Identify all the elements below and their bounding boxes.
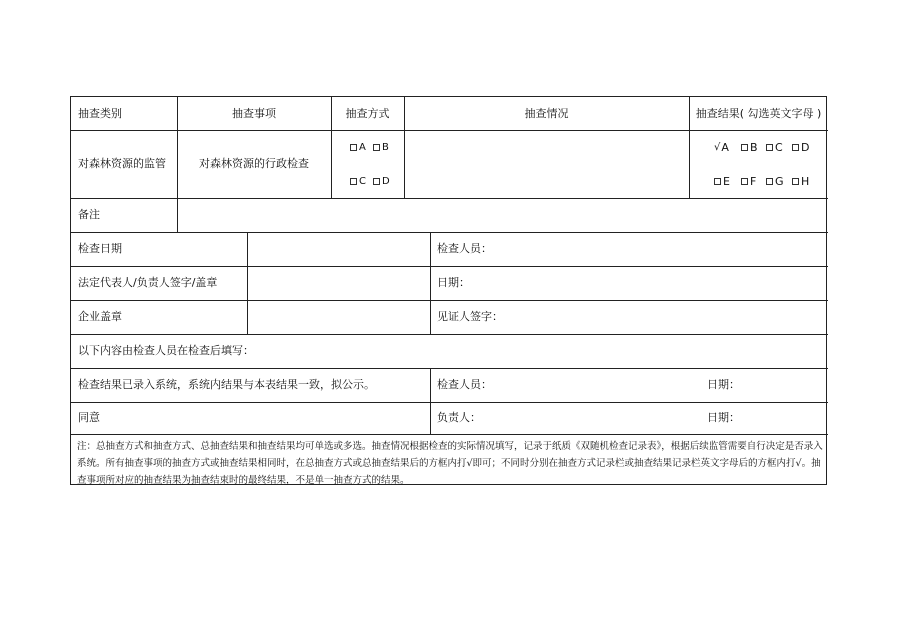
header-item: 抽查事项 — [232, 106, 276, 120]
checkbox-icon[interactable] — [766, 144, 773, 151]
result-option-b[interactable]: B — [741, 141, 758, 154]
checkbox-icon[interactable] — [373, 144, 380, 151]
form-note: 注：总抽查方式和抽查方式、总抽查结果和抽查结果均可单选或多选。抽查情况根据检查的实际情况填写，记录于纸质《双随机检查记录表》，根据后续监管需要自行决定是否录入系统。所有抽查事项的抽查方式或抽查结果相同时，在总抽查方式或总抽查结果后的方框内打√即可；不同时分别在抽查方式记录栏或抽查结果记录栏英文字母后的方框内打√。抽查事项所对应的抽查结果为抽查结束时的最终结果，不是单一抽查方式的结果。 — [77, 441, 823, 486]
result-option-d[interactable]: D — [792, 141, 809, 154]
item-value: 对森林资源的行政检查 — [199, 157, 309, 171]
check-date-label: 检查日期 — [78, 242, 122, 256]
responsible-sign-field[interactable]: 负责人： — [437, 411, 481, 425]
header-result: 抽查结果( 勾选英文字母 ) — [695, 106, 822, 120]
checkbox-icon[interactable] — [792, 178, 799, 185]
company-seal-field[interactable] — [247, 300, 430, 334]
checkmark-icon: √ — [714, 142, 721, 153]
result-option-h[interactable]: H — [792, 175, 809, 188]
checkbox-icon[interactable] — [350, 178, 357, 185]
result-option-g[interactable]: G — [766, 175, 784, 188]
header-category: 抽查类别 — [78, 106, 122, 120]
category-value: 对森林资源的监管 — [78, 157, 166, 171]
inspector-date-field[interactable]: 日期： — [707, 378, 740, 392]
checkbox-icon[interactable] — [741, 144, 748, 151]
remark-label: 备注 — [78, 208, 100, 222]
date-field[interactable]: 日期： — [437, 276, 470, 290]
legal-rep-signature-field[interactable] — [247, 266, 430, 300]
responsible-date-field[interactable]: 日期： — [707, 411, 740, 425]
agree-label: 同意 — [78, 411, 100, 425]
legal-rep-label: 法定代表人/负责人签字/盖章 — [78, 276, 218, 290]
method-option-b[interactable]: B — [373, 142, 389, 153]
method-option-a[interactable]: A — [350, 142, 366, 153]
inspector-field[interactable]: 检查人员： — [437, 242, 492, 256]
result-option-e[interactable]: E — [714, 175, 730, 188]
method-option-d[interactable]: D — [373, 176, 390, 187]
checkbox-icon[interactable] — [741, 178, 748, 185]
row-divider — [71, 434, 828, 435]
checkbox-icon[interactable] — [714, 178, 721, 185]
inspection-form-table — [70, 96, 827, 485]
result-entered-statement: 检查结果已录入系统，系统内结果与本表结果一致，拟公示。 — [78, 378, 375, 392]
checkbox-icon[interactable] — [373, 178, 380, 185]
checkbox-icon[interactable] — [792, 144, 799, 151]
method-option-c[interactable]: C — [350, 176, 366, 187]
result-option-a[interactable]: √ A — [714, 141, 729, 154]
checkbox-icon[interactable] — [766, 178, 773, 185]
header-situation: 抽查情况 — [524, 106, 569, 120]
company-seal-label: 企业盖章 — [78, 310, 122, 324]
check-date-field[interactable] — [247, 232, 430, 266]
header-method: 抽查方式 — [345, 106, 390, 120]
witness-signature-field[interactable]: 见证人签字： — [437, 310, 503, 324]
result-option-c[interactable]: C — [766, 141, 783, 154]
inspector-sign-field[interactable]: 检查人员： — [437, 378, 492, 392]
result-option-f[interactable]: F — [741, 175, 756, 188]
checkbox-icon[interactable] — [350, 144, 357, 151]
remark-field[interactable] — [177, 198, 828, 232]
fill-after-instruction: 以下内容由检查人员在检查后填写： — [78, 344, 254, 358]
